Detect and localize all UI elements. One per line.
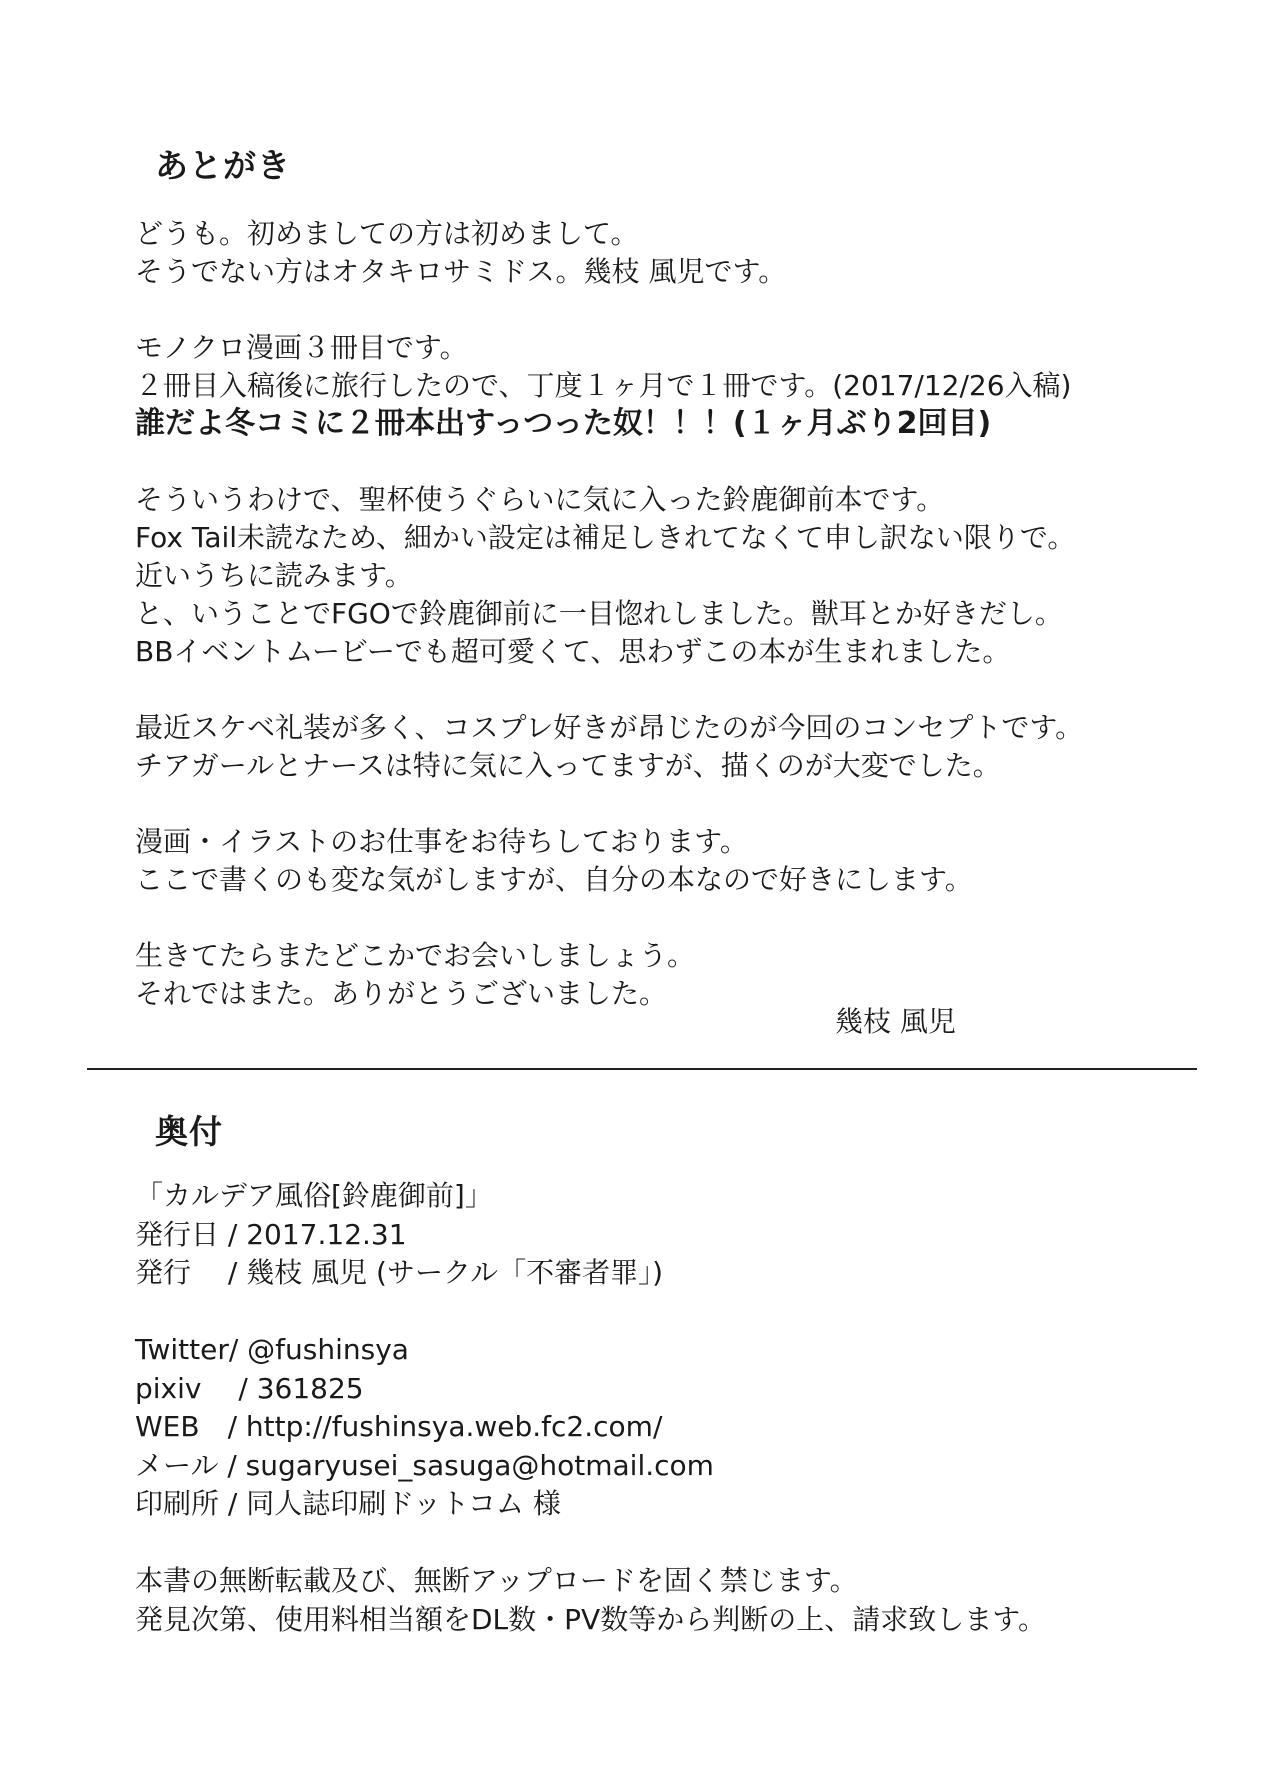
afterword-line: 生きてたらまたどこかでお会いしましょう。 — [135, 939, 696, 972]
afterword-line: それではまた。ありがとうございました。 — [135, 977, 668, 1010]
copyright-notice: 本書の無断転載及び、無断アップロードを固く禁じます。 — [135, 1564, 858, 1597]
printer: 印刷所 / 同人誌印刷ドットコム 様 — [135, 1487, 561, 1520]
afterword-line: どうも。初めましての方は初めまして。 — [135, 217, 639, 250]
afterword-line: そういうわけで、聖杯使うぐらいに気に入った鈴鹿御前本です。 — [135, 483, 945, 516]
afterword-line: 漫画・イラストのお仕事をお待ちしております。 — [135, 825, 748, 858]
twitter-contact: Twitter/ @fushinsya — [135, 1333, 409, 1366]
afterword-line: Fox Tail未読なため、細かい設定は補足しきれてなくて申し訳ない限りで。 — [135, 521, 1076, 554]
afterword-line: BBイベントムービーでも超可愛くて、思わずこの本が生まれました。 — [135, 635, 1011, 668]
afterword-line: ２冊目入稿後に旅行したので、丁度１ヶ月で１冊です。(2017/12/26入稿) — [135, 369, 1072, 402]
afterword-blank-line — [135, 291, 1083, 329]
afterword-heading: あとがき — [155, 146, 291, 185]
section-divider — [87, 1068, 1197, 1070]
colophon-body — [135, 1177, 1046, 1639]
afterword-line: チアガールとナースは特に気に入ってますが、描くのが大変でした。 — [135, 749, 1001, 782]
afterword-line: 最近スケベ礼装が多く、コスプレ好きが昂じたのが今回のコンセプトです。 — [135, 711, 1084, 744]
afterword-blank-line — [135, 899, 1083, 937]
afterword-line: ここで書くのも変な気がしますが、自分の本なので好きにします。 — [135, 863, 973, 896]
web-contact: WEB / http://fushinsya.web.fc2.com/ — [135, 1410, 663, 1443]
book-title: 「カルデア風俗[鈴鹿御前]」 — [135, 1179, 493, 1212]
pixiv-contact: pixiv / 361825 — [135, 1371, 364, 1405]
publish-date: 発行日 / 2017.12.31 — [135, 1217, 407, 1251]
afterword-line: モノクロ漫画３冊目です。 — [135, 331, 468, 364]
afterword-line: と、いうことでFGOで鈴鹿御前に一目惚れしました。獣耳とか好きだし。 — [135, 597, 1063, 630]
afterword-body — [135, 215, 1083, 1013]
afterword-blank-line — [135, 785, 1083, 823]
afterword-line: 近いうちに読みます。 — [135, 559, 413, 592]
afterword-line: そうでない方はオタキロサミドス。幾枝 風児です。 — [135, 255, 787, 288]
colophon-blank-line — [135, 1524, 1046, 1563]
mail-contact: メール / sugaryusei_sasuga@hotmail.com — [135, 1448, 714, 1482]
afterword-blank-line — [135, 671, 1083, 709]
publisher: 発行 / 幾枝 風児 (サークル「不審者罪」) — [135, 1256, 664, 1289]
author-signature: 幾枝 風児 — [835, 1005, 956, 1038]
colophon-heading: 奥付 — [155, 1112, 223, 1151]
copyright-notice: 発見次第、使用料相当額をDL数・PV数等から判断の上、請求致します。 — [135, 1602, 1046, 1636]
afterword-emphasis-line: 誰だよ冬コミに２冊本出すっつった奴！！！(１ヶ月ぶり2回目) — [135, 406, 992, 441]
afterword-blank-line — [135, 443, 1083, 481]
colophon-blank-line — [135, 1293, 1046, 1332]
